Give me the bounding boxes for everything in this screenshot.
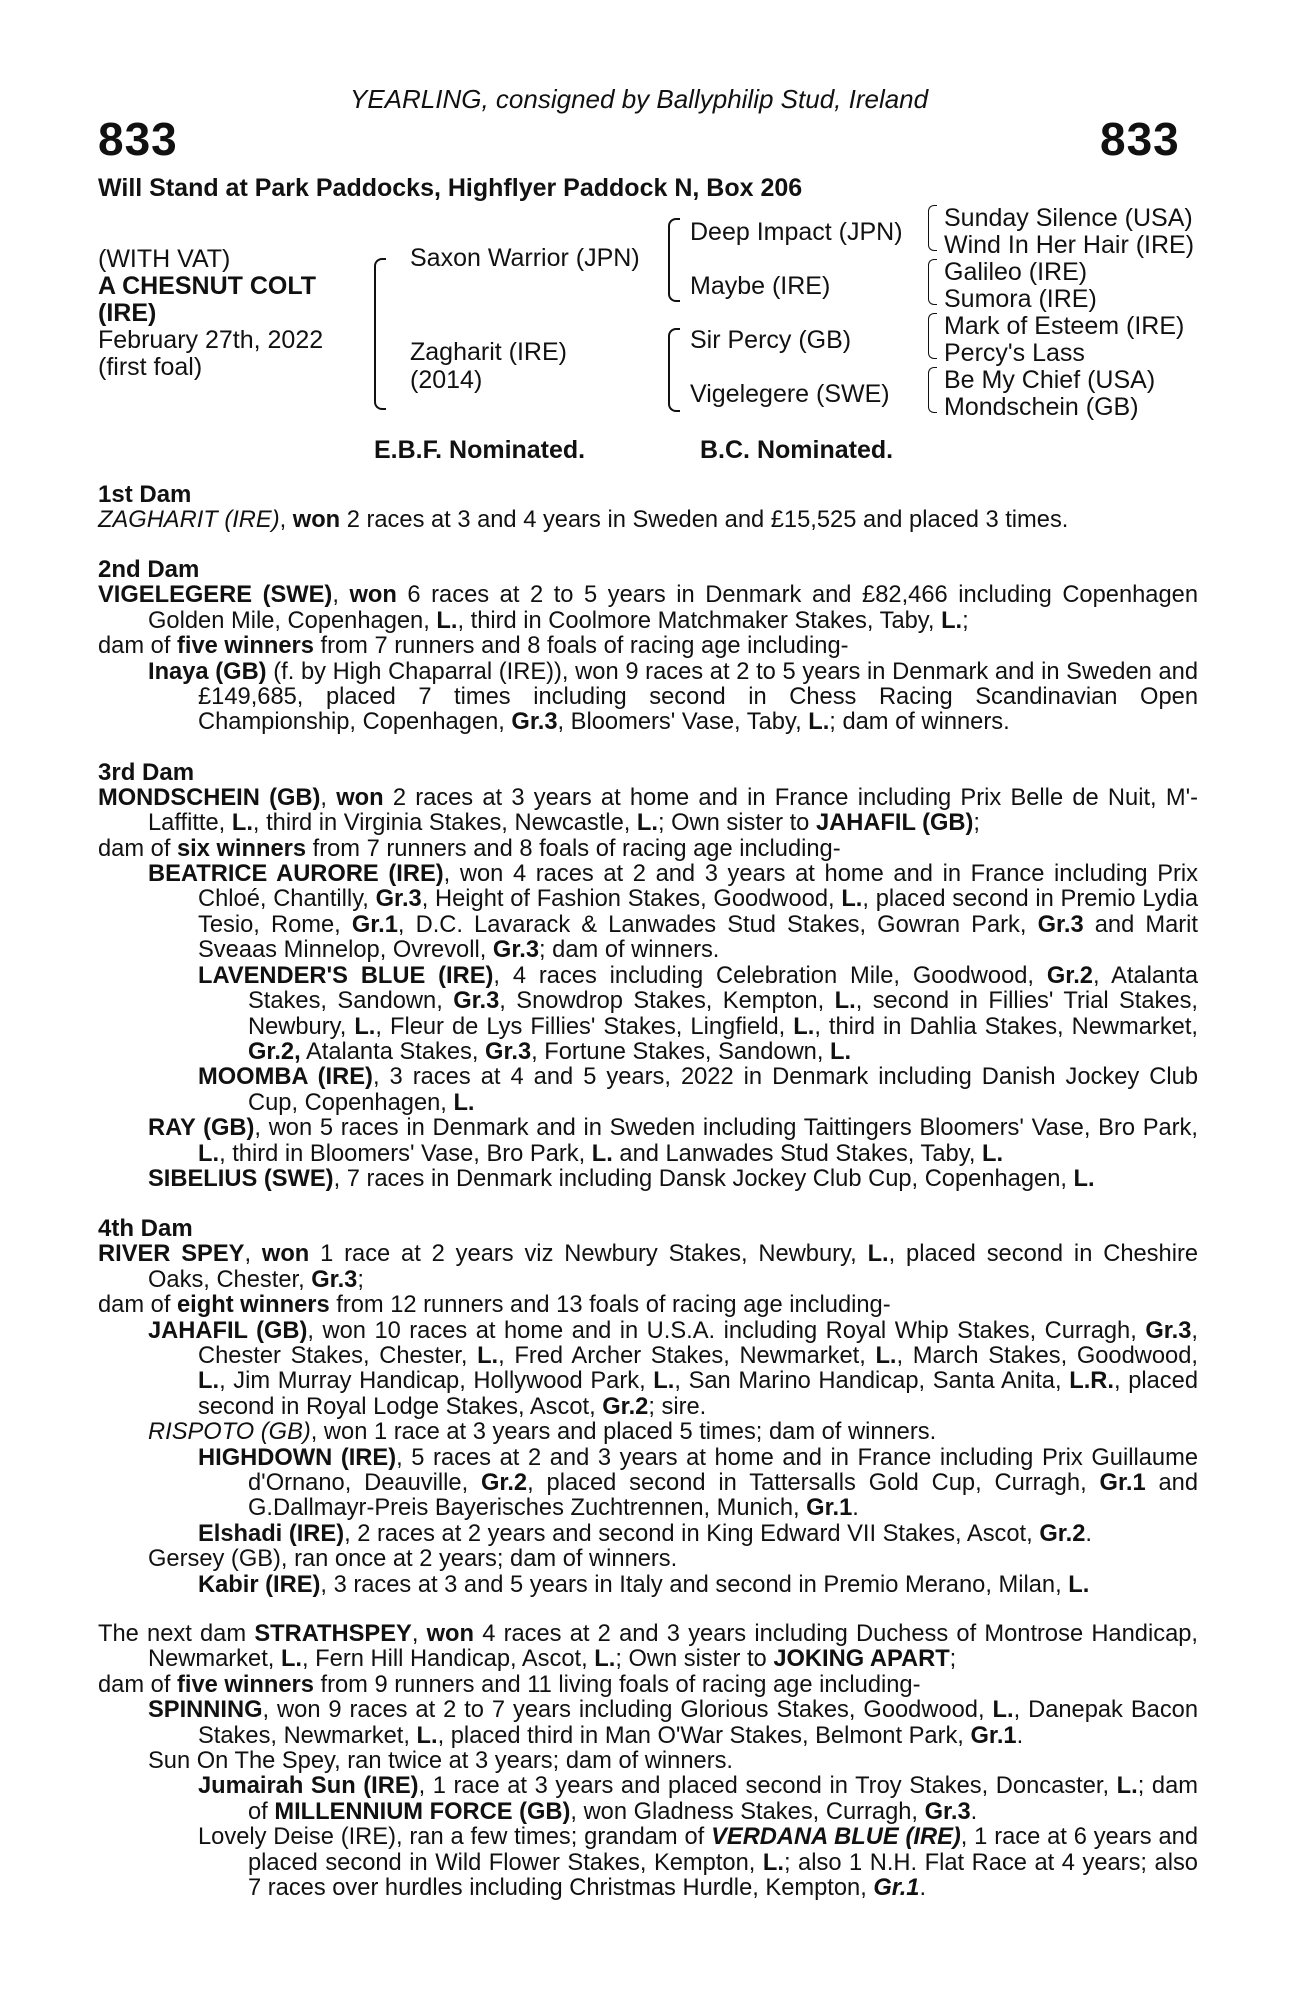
next-dam-entry: The next dam STRATHSPEY, won 4 races at 2 and 3 years including Duchess of Montrose Handicap, Newmarket, L., Fern Hill Handicap, Ascot, L.; Own sister to JOKING APART; [98, 1621, 1198, 1673]
pedigree-brace-g2 [928, 259, 937, 305]
sire-sire: Deep Impact (JPN) [690, 218, 903, 246]
ggs-1: Sunday Silence (USA) [944, 204, 1193, 232]
offspring-lovely-deise: Lovely Deise (IRE), ran a few times; grandam of VERDANA BLUE (IRE), 1 race at 6 years and placed second in Wild Flower Stakes, Kempton, L.; also 1 N.H. Flat Race at 4 years; also 7 races over hurdles including Christmas Hurdle, Kempton, Gr.1. [198, 1824, 1198, 1902]
offspring-elshadi: Elshadi (IRE), 2 races at 2 years and second in King Edward VII Stakes, Ascot, Gr.2. [198, 1520, 1092, 1547]
dam4-produce: dam of eight winners from 12 runners and 13 foals of racing age including- [98, 1292, 891, 1319]
ggs-3: Mark of Esteem (IRE) [944, 312, 1185, 340]
dam3-entry: MONDSCHEIN (GB), won 2 races at 3 years at home and in France including Prix Belle de Nuit, M'-Laffitte, L., third in Virginia Stakes, Newcastle, L.; Own sister to JAHAFIL (GB); [98, 784, 1198, 837]
ebf-nomination: E.B.F. Nominated. [374, 436, 586, 464]
dam4-heading: 4th Dam [98, 1215, 193, 1243]
ggd-4: Mondschein (GB) [944, 393, 1139, 421]
consignment-line: YEARLING, consigned by Ballyphilip Stud, Ireland [350, 84, 929, 114]
offspring-gersey: Gersey (GB), ran once at 2 years; dam of winners. [148, 1546, 678, 1573]
offspring-moomba: MOOMBA (IRE), 3 races at 4 and 5 years, 2022 in Denmark including Danish Jockey Club Cup, Copenhagen, L. [198, 1064, 1198, 1116]
lot-number-left: 833 [98, 113, 178, 165]
sire: Saxon Warrior (JPN) [410, 244, 640, 272]
offspring-beatrice-aurore: BEATRICE AURORE (IRE), won 4 races at 2 and 3 years at home and in France including Prix Chloé, Chantilly, Gr.3, Height of Fashion Stakes, Goodwood, L., placed second in Premio Lydia Tesio, Rome, Gr.1, D.C. Lavarack & Lanwades Stud Stakes, Gowran Park, Gr.3 and Marit Sveaas Minnelop, Ovrevoll, Gr.3; dam of winners. [148, 861, 1199, 964]
bc-nomination: B.C. Nominated. [700, 436, 894, 464]
next-dam-produce: dam of five winners from 9 runners and 11 living foals of racing age including- [98, 1671, 921, 1698]
pedigree-brace-main [374, 258, 386, 410]
foal-note: (first foal) [98, 353, 203, 381]
stabling-location: Will Stand at Park Paddocks, Highflyer Paddock N, Box 206 [98, 174, 803, 202]
offspring-jumairah-sun: Jumairah Sun (IRE), 1 race at 3 years and placed second in Troy Stakes, Doncaster, L.; dam of MILLENNIUM FORCE (GB), won Gladness Stakes, Curragh, Gr.3. [198, 1773, 1198, 1825]
horse-country: (IRE) [98, 299, 157, 327]
sire-dam: Maybe (IRE) [690, 272, 831, 300]
lot-number-right: 833 [1100, 113, 1180, 165]
offspring-lavenders-blue: LAVENDER'S BLUE (IRE), 4 races including Celebration Mile, Goodwood, Gr.2, Atalanta Stakes, Sandown, Gr.3, Snowdrop Stakes, Kempton, L., second in Fillies' Trial Stakes, Newbury, L., Fleur de Lys Fillies' Stakes, Lingfield, L., third in Dahlia Stakes, Newmarket, Gr.2, Atalanta Stakes, Gr.3, Fortune Stakes, Sandown, L. [198, 962, 1199, 1065]
offspring-highdown: HIGHDOWN (IRE), 5 races at 2 and 3 years at home and in France including Prix Guillaume d'Ornano, Deauville, Gr.2, placed second in Tattersalls Gold Cup, Curragh, Gr.1 and G.Dallmayr-Preis Bayerisches Zuchtrennen, Munich, Gr.1. [198, 1444, 1198, 1522]
dam2-produce: dam of five winners from 7 runners and 8 foals of racing age including- [98, 633, 849, 660]
offspring-ray: RAY (GB), won 5 races in Denmark and in Sweden including Taittingers Bloomers' Vase, Bro Park, L., third in Bloomers' Vase, Bro Park, L. and Lanwades Stud Stakes, Taby, L. [148, 1115, 1198, 1167]
offspring-spinning: SPINNING, won 9 races at 2 to 7 years including Glorious Stakes, Goodwood, L., Danepak Bacon Stakes, Newmarket, L., placed third in Man O'War Stakes, Belmont Park, Gr.1. [148, 1697, 1199, 1749]
dam2-offspring-inaya: Inaya (GB) (f. by High Chaparral (IRE)), won 9 races at 2 to 5 years in Denmark and in Sweden and £149,685, placed 7 times including second in Chess Racing Scandinavian Open Championship, Copenhagen, Gr.3, Bloomers' Vase, Taby, L.; dam of winners. [148, 658, 1198, 736]
dam-dam: Vigelegere (SWE) [690, 380, 890, 408]
dam1-heading: 1st Dam [98, 481, 192, 508]
ggs-2: Galileo (IRE) [944, 258, 1088, 286]
ggd-2: Sumora (IRE) [944, 285, 1097, 313]
dam4-entry: RIVER SPEY, won 1 race at 2 years viz Newbury Stakes, Newbury, L., placed second in Cheshire Oaks, Chester, Gr.3; [98, 1241, 1199, 1293]
horse-name: A CHESNUT COLT [98, 272, 317, 300]
dam2-heading: 2nd Dam [98, 556, 200, 584]
pedigree-brace-sire [668, 218, 680, 302]
offspring-jahafil: JAHAFIL (GB), won 10 races at home and in U.S.A. including Royal Whip Stakes, Curragh, Gr.3, Chester Stakes, Chester, L., Fred Archer Stakes, Newmarket, L., March Stakes, Goodwood, L., Jim Murray Handicap, Hollywood Park, L., San Marino Handicap, Santa Anita, L.R., placed second in Royal Lodge Stakes, Ascot, Gr.2; sire. [148, 1317, 1198, 1420]
pedigree-brace-dam [668, 328, 680, 412]
pedigree-brace-g1 [928, 205, 937, 251]
ggd-1: Wind In Her Hair (IRE) [944, 231, 1195, 259]
ggd-3: Percy's Lass [944, 339, 1085, 367]
dam2-entry: VIGELEGERE (SWE), won 6 races at 2 to 5 years in Denmark and £82,466 including Copenhagen Golden Mile, Copenhagen, L., third in Coolmore Matchmaker Stakes, Taby, L.; [98, 582, 1198, 634]
offspring-sibelius: SIBELIUS (SWE), 7 races in Denmark including Dansk Jockey Club Cup, Copenhagen, L. [148, 1165, 1095, 1192]
offspring-kabir: Kabir (IRE), 3 races at 3 and 5 years in Italy and second in Premio Merano, Milan, L. [198, 1571, 1090, 1598]
dam: Zagharit (IRE) [410, 338, 567, 366]
dam-sire: Sir Percy (GB) [690, 326, 852, 354]
foaling-date: February 27th, 2022 [98, 326, 324, 354]
offspring-sun-on-the-spey: Sun On The Spey, ran twice at 3 years; dam of winners. [148, 1748, 734, 1775]
dam-year: (2014) [410, 366, 483, 394]
dam3-produce: dam of six winners from 7 runners and 8 foals of racing age including- [98, 835, 841, 862]
vat-status: (WITH VAT) [98, 245, 231, 273]
dam3-heading: 3rd Dam [98, 758, 195, 786]
pedigree-brace-g3 [928, 313, 937, 359]
pedigree-brace-g4 [928, 367, 937, 413]
ggs-4: Be My Chief (USA) [944, 366, 1156, 394]
offspring-rispoto: RISPOTO (GB), won 1 race at 3 years and placed 5 times; dam of winners. [148, 1419, 937, 1446]
produce-record [98, 482, 1198, 1902]
dam1-entry: ZAGHARIT (IRE), won 2 races at 3 and 4 years in Sweden and £15,525 and placed 3 times. [98, 507, 1069, 533]
